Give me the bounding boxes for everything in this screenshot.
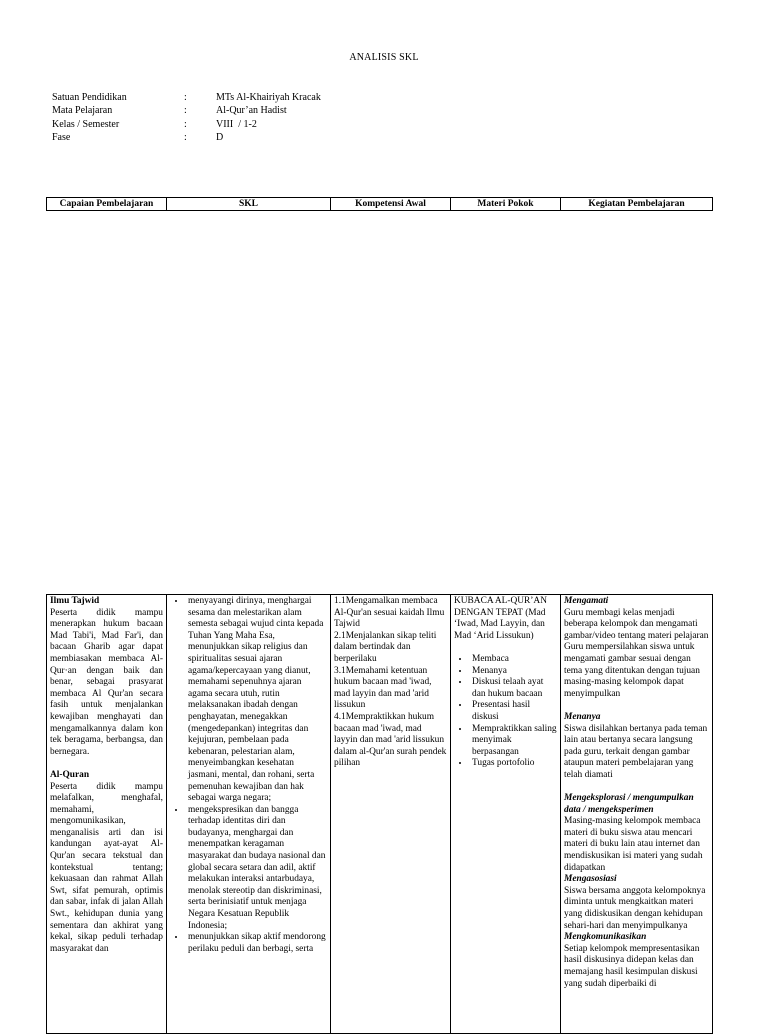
kegiatan-text: Siswa disilahkan bertanya pada teman lain atau bertanya secara langsung pada guru, terkait dengan gambar ataupun materi pembelajaran yang telah diamati [564, 723, 708, 780]
materi-item: • Menanya [470, 666, 557, 678]
content-row [47, 595, 713, 1034]
meta-sep: : [184, 118, 187, 130]
kegiatan-text: Guru mempersilahkan siswa untuk mengamati gambar sesuai dengan tema yang ditentukan dengan tujuan masing-masing kelompok dapat menyimpulkan [564, 642, 700, 699]
header-kegiatan: Kegiatan Pembelajaran [561, 198, 713, 211]
kegiatan-heading-mengeksplorasi: Mengeksplorasi / mengumpulkan data / mengeksperimen [564, 793, 694, 815]
kegiatan-text: Masing-masing kelompok membaca materi di buku siswa atau mencari materi di buku lain atau internet dan mendiskusikan isi materi yang sudah didapatkan [564, 816, 703, 873]
skl-item: • menunjukkan sikap aktif mendorong perilaku peduli dan berbagi, serta [186, 932, 327, 955]
meta-value: MTs Al-Khairiyah Kracak [216, 92, 321, 103]
meta-sep: : [184, 131, 187, 143]
capaian-heading-tajwid: Ilmu Tajwid [50, 596, 100, 606]
materi-list [454, 654, 557, 770]
cell-capaian [47, 595, 167, 1034]
document-title: ANALISIS SKL [349, 52, 419, 63]
meta-key: Fase [52, 131, 71, 143]
materi-item: • Mempraktikkan saling menyimak berpasangan [470, 724, 557, 759]
skl-item: • mengekspresikan dan bangga terhadap identitas diri dan budayanya, menghargai dan menempatkan keragaman masyarakat dan budaya nasional dan global secara setara dan adil, aktif melakukan interaksi antarbudaya, menolak stereotip dan diskriminasi, serta berinisiatif untuk menjaga Negara Kesatuan Republik Indonesia; [186, 805, 327, 933]
cell-kegiatan [561, 595, 713, 1034]
header-materi: Materi Pokok [451, 198, 561, 211]
capaian-heading-alquran: Al-Quran [50, 769, 90, 780]
skl-item: • menyayangi dirinya, menghargai sesama dan melestarikan alam semesta sebagai wujud cinta kepada Tuhan Yang Maha Esa, menunjukkan sikap religius dan spiritualitas sesuai ajaran agama/kepercayaan yang dianut, memahami sepenuhnya ajaran agama secara utuh, rutin melaksanakan ibadah dengan penghayatan, menegakkan (mengedepankan) integritas dan kejujuran, pembelaan pada kebenaran, pelestarian alam, menyeimbangkan kesehatan jasmani, mental, dan rohani, serta pemenuhan kewajiban dan hak sebagai warga negara; [186, 596, 327, 805]
materi-item: • Tugas portofolio [470, 758, 557, 770]
skl-list [170, 596, 327, 955]
kegiatan-text: Siswa bersama anggota kelompoknya diminta untuk mengkaitkan materi yang didiskusikan dengan kehidupan sehari-hari dan menyimpulkanya [564, 885, 706, 931]
materi-title: KUBACA AL-QUR’AN DENGAN TEPAT (Mad ‘Iwad, Mad Layyin, dan Mad ‘Arid Lissukun) [454, 596, 547, 641]
meta-sep: : [184, 105, 187, 117]
header-row [47, 198, 713, 211]
content-table [46, 594, 713, 1034]
header-kompetensi: Kompetensi Awal [331, 198, 451, 211]
materi-item: • Membaca [470, 654, 557, 666]
kegiatan-text: Setiap kelompok mempresentasikan hasil diskusinya didepan kelas dan memajang hasil kesimpulan diskusi yang sudah diperbaiki di [564, 943, 700, 989]
materi-item: • Diskusi telaah ayat dan hukum bacaan [470, 677, 557, 700]
kompetensi-item: 4.1Mempraktikkan hukum bacaan mad 'iwad, mad layyin dan mad 'arid lissukun dalam al-Qur'an surah pendek pilihan [334, 711, 447, 769]
identity-block [52, 91, 321, 144]
cell-kompetensi [331, 595, 451, 1034]
meta-key: Satuan Pendidikan [52, 92, 127, 103]
meta-row-fase [52, 131, 321, 144]
meta-value: VIII / 1-2 [216, 118, 257, 130]
kegiatan-heading-mengkomunikasikan: Mengkomunikasikan [564, 932, 647, 943]
header-table [46, 197, 713, 211]
kompetensi-item: 2.1Menjalankan sikap teliti dalam bertindak dan berperilaku [334, 630, 437, 664]
kompetensi-item: 3.1Memahami ketentuan hukum bacaan mad 'iwad, mad layyin dan mad 'arid lissukun [334, 665, 432, 711]
kegiatan-heading-mengasosiasi: Mengasosiasi [564, 874, 617, 885]
header-capaian: Capaian Pembelajaran [47, 198, 167, 211]
meta-row-satuan [52, 91, 321, 104]
kegiatan-heading-mengamati: Mengamati [564, 596, 609, 606]
meta-sep: : [184, 92, 187, 103]
header-skl: SKL [167, 198, 331, 211]
kegiatan-heading-menanya: Menanya [564, 711, 601, 722]
meta-key: Mata Pelajaran [52, 105, 113, 117]
capaian-text-alquran: Peserta didik mampu melafalkan, menghafal, memahami, mengomunikasikan, menganalisis arti dan isi kandungan ayat-ayat Al-Qur'an secara tekstual dan kontekstual tentang; kekuasaan dan rahmat Allah Swt, sifat pemurah, optimis dan sabar, infak di jalan Allah Swt., kehidupan dunia yang sementara dan akhirat yang kekal, sikap peduli terhadap masyarakat dan [50, 781, 163, 954]
cell-materi [451, 595, 561, 1034]
meta-row-kelas [52, 118, 321, 131]
materi-item: • Presentasi hasil diskusi [470, 700, 557, 723]
kompetensi-item: 1.1Mengamalkan membaca Al-Qur'an sesuai kaidah Ilmu Tajwid [334, 596, 445, 630]
capaian-text-tajwid: Peserta didik mampu menerapkan hukum bacaan Mad Tabi'i, Mad Far'i, dan bacaan Gharib agar dapat membiasakan membaca Al-Qur·an dengan baik dan benar, sebagai prasyarat membaca Al Qur'an secara fasih untuk menjalankan kewajiban menghayati dan mengamalkannya dalam kon tek beragama, berbangsa, dan bernegara. [50, 607, 163, 757]
meta-value: Al-Qur’an Hadist [216, 105, 287, 117]
kegiatan-text: Guru membagi kelas menjadi beberapa kelompok dan mengamati gambar/video tentang materi pelajaran [564, 607, 709, 641]
cell-skl [167, 595, 331, 1034]
meta-key: Kelas / Semester [52, 118, 120, 130]
meta-row-mapel [52, 104, 321, 117]
meta-value: D [216, 131, 224, 143]
